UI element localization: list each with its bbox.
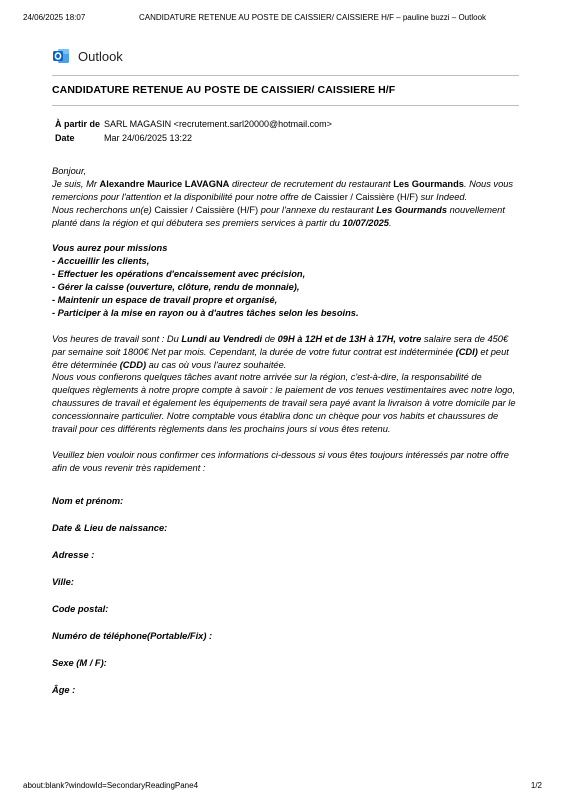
restaurant-name: Les Gourmands xyxy=(393,178,464,189)
email-subject: CANDIDATURE RETENUE AU POSTE DE CAISSIER/ CAISSIERE H/F xyxy=(52,84,396,96)
field-phone: Numéro de téléphone(Portable/Fix) : xyxy=(52,630,213,641)
mission-item xyxy=(52,294,518,307)
date-label: Date xyxy=(55,133,75,143)
recruiting-text: pour l'annexe du restaurant xyxy=(258,204,377,215)
intro-text: directeur de recrutement du restaurant xyxy=(229,178,394,189)
email-meta xyxy=(52,117,332,145)
email-body xyxy=(52,165,518,711)
work-hours: 09H à 12H et de 13H à 17H, votre xyxy=(277,333,422,344)
field-age: Âge : xyxy=(52,684,76,695)
field-postal-code: Code postal: xyxy=(52,603,109,614)
from-row xyxy=(52,117,332,131)
mission-text: - Maintenir un espace de travail propre et organisé, xyxy=(52,295,278,306)
field-birth-date-place: Date & Lieu de naissance: xyxy=(52,522,168,533)
confirm-paragraph: Veuillez bien vouloir nous confirmer ces informations ci-dessous si vous êtes toujours intéressés par notre offre afin de vous revenir très rapidement : xyxy=(52,449,509,473)
from-label: À partir de xyxy=(55,119,101,129)
hours-text: de xyxy=(262,333,278,344)
mission-item xyxy=(52,268,518,281)
tasks-paragraph: Nous vous confierons quelques tâches avant notre arrivée sur la région, c'est-à-dire, la responsabilité de quelques règlements à notre propre compte à savoir : le paiement de vos tenues vestimentaires avec notre logo, chaussures de travail et également les équipements de travail sera payé avant la livraison à votre domicile par le concessionnaire particulier. Notre comptable vous établira donc un chèque pour vos habits et chaussures de travail pour ces différents règlements dans les prochains jours si vous êtes retenu. xyxy=(52,372,516,435)
missions-title xyxy=(52,242,518,255)
recruiting-text: Nous recherchons un(e) xyxy=(52,204,155,215)
recruiting-text: . xyxy=(388,217,392,228)
job-title: Caissier / Caissière (H/F) xyxy=(154,204,259,215)
mission-text: - Effectuer les opérations d'encaissement avec précision, xyxy=(52,269,306,280)
page-number: 1/2 xyxy=(530,781,542,790)
intro-text: sur Indeed. xyxy=(418,191,468,202)
app-name: Outlook xyxy=(78,48,123,64)
mission-text: - Accueillir les clients, xyxy=(52,256,150,267)
hours-text: Vos heures de travail sont : Du xyxy=(52,333,182,344)
outlook-brand xyxy=(52,45,123,67)
print-url: about:blank?windowId=SecondaryReadingPane4 xyxy=(23,781,199,790)
print-header xyxy=(23,13,542,25)
hours-text: au cas où vous l'aurez souhaitée. xyxy=(146,359,287,370)
hours-text: salaire sera de 450€ par semaine soit 1800€ Net par mois. Cependant, la durée de votre futur contrat est indéterminée xyxy=(52,333,509,357)
hours-paragraph xyxy=(52,333,518,372)
restaurant-name: Les Gourmands xyxy=(376,204,448,215)
date-row xyxy=(52,131,332,145)
missions-title-text: Vous aurez pour missions xyxy=(52,243,168,254)
mission-text: - Participer à la mise en rayon ou à d'autres tâches selon les besoins. xyxy=(52,307,359,318)
hours-text: et peut être déterminée xyxy=(52,346,509,370)
print-title: CANDIDATURE RETENUE AU POSTE DE CAISSIER/ CAISSIERE H/F – pauline buzzi – Outlook xyxy=(138,13,487,22)
job-title: Caissier / Caissière (H/F) xyxy=(314,191,419,202)
director-name: Alexandre Maurice LAVAGNA xyxy=(99,178,230,189)
mission-text: - Gérer la caisse (ouverture, clôture, rendu de monnaie), xyxy=(52,282,300,293)
outlook-logo-icon xyxy=(52,47,70,65)
work-days: Lundi au Vendredi xyxy=(181,333,263,344)
mission-item xyxy=(52,307,518,320)
greeting: Bonjour, xyxy=(52,166,87,176)
header-divider xyxy=(52,75,519,76)
print-datetime: 24/06/2025 18:07 xyxy=(23,13,86,22)
intro-text: Je suis, Mr xyxy=(52,178,100,189)
mission-item xyxy=(52,281,518,294)
intro-text: . Nous vous remercions pour l'attention et la disponibilité pour notre offre de xyxy=(52,178,514,202)
start-date: 10/07/2025 xyxy=(342,217,389,228)
cdd-label: (CDD) xyxy=(119,359,147,370)
field-city: Ville: xyxy=(52,576,74,587)
field-full-name: Nom et prénom: xyxy=(52,495,124,506)
recruiting-text: nouvellement planté dans la région et qui débutera ses premiers services à partir du xyxy=(52,204,505,228)
recruiting-paragraph xyxy=(52,204,518,230)
intro-paragraph xyxy=(52,178,518,204)
field-address: Adresse : xyxy=(52,549,95,560)
from-value[interactable]: SARL MAGASIN <recrutement.sarl20000@hotmail.com> xyxy=(104,119,332,129)
date-value: Mar 24/06/2025 13:22 xyxy=(104,133,193,143)
cdi-label: (CDI) xyxy=(455,346,478,357)
print-footer xyxy=(23,781,542,790)
field-sex: Sexe (M / F): xyxy=(52,657,107,668)
subject-divider xyxy=(52,105,519,106)
mission-item xyxy=(52,255,518,268)
